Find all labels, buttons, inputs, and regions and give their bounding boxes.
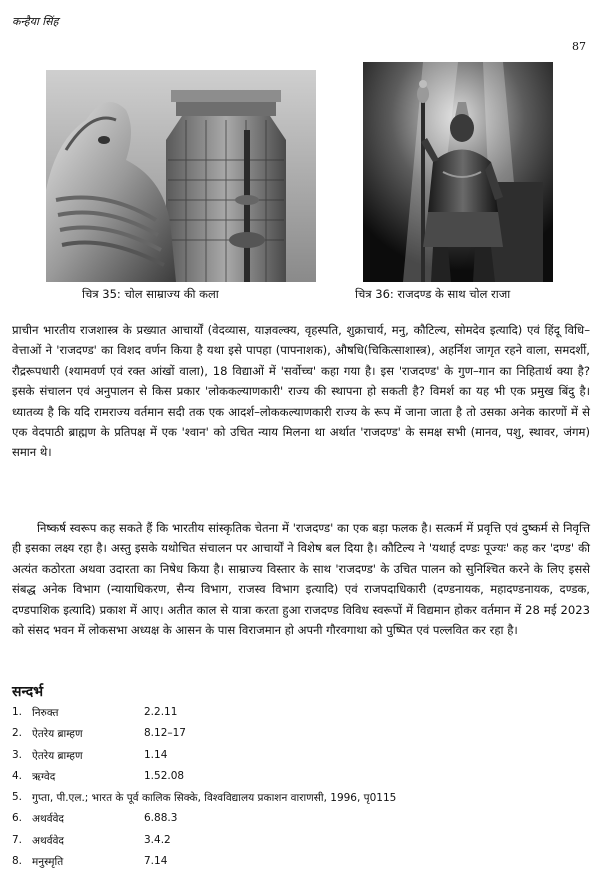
reference-source: अथर्ववेद	[32, 813, 64, 826]
temple-tower	[166, 90, 286, 282]
running-header-author: कन्हैया सिंह	[12, 15, 59, 28]
reference-number: 7.	[12, 833, 23, 846]
reference-number: 2.	[12, 727, 23, 740]
references-list	[12, 706, 592, 876]
reference-location: 8.12–17	[144, 727, 186, 740]
reference-item	[12, 812, 592, 833]
lamp-post	[244, 130, 250, 282]
body-paragraph-1: प्राचीन भारतीय राजशास्त्र के प्रख्यात आचार्यों (वेदव्यास, याज्ञवल्क्य, वृहस्पति, शुक्राचार्य, मनु, कौटिल्य, सोमदेव इत्यादि) एवं हिंदू विधि–वेत्ताओं ने 'राजदण्ड' का विशद वर्णन किया है यथा इसे पापहा (पापनाशक), औषधि(चिकित्साशास्त्र), अहर्निश जागृत रहने वाला, समदर्शी, रौद्ररूपधारी (श्यामवर्ण एवं रक्त आंखों वाला), 18 विद्याओं में 'सर्वोच्च' कहा गया है। इस 'राजदण्ड' के गुण–गान का निहितार्थ क्या है? इसके संचालन एवं अनुपालन से किस प्रकार 'लोककल्याणकारी' राज्य की स्थापना हो सकती है? विमर्श का यह भी एक प्रमुख बिंदु है। ध्यातव्य है कि यदि रामराज्य वर्तमान सदी तक एक आदर्श–लोककल्याणकारी राज्य के रूप में जाना जाता है तो उसका अनेक कारणों में से एक वेदपाठी ब्राह्मण के प्रतिपक्ष में एक 'श्वान' को उचित न्याय मिलना था अर्थात 'राजदण्ड' के समक्ष सभी (मानव, पशु, स्थावर, जंगम) समान थे।	[12, 323, 590, 460]
reference-number: 6.	[12, 812, 23, 825]
reference-item	[12, 727, 592, 748]
reference-source: ऐतरेय ब्राम्हण	[32, 728, 83, 741]
reference-number: 5.	[12, 791, 23, 804]
reference-source: अथर्ववेद	[32, 834, 64, 847]
reference-item	[12, 855, 592, 876]
reference-location: 2.2.11	[144, 706, 178, 718]
reference-source: गुप्ता, पी.एल.; भारत के पूर्व कालिक सिक्के, विश्वविद्यालय प्रकाशन वाराणसी, 1996, पृ0115	[32, 792, 397, 805]
reference-source: निरुक्त	[32, 707, 59, 719]
reference-source: ऐतरेय ब्राम्हण	[32, 749, 83, 762]
reference-item	[12, 749, 592, 770]
reference-location: 3.4.2	[144, 833, 171, 846]
chola-art-photo	[46, 70, 316, 282]
reference-number: 1.	[12, 706, 23, 718]
figure-chola-king	[363, 62, 553, 282]
reference-location: 7.14	[144, 855, 168, 868]
reference-source: ऋग्वेद	[32, 770, 56, 783]
reference-location: 1.14	[144, 748, 168, 761]
reference-item	[12, 834, 592, 855]
reference-item	[12, 770, 592, 791]
reference-number: 3.	[12, 748, 23, 761]
reference-number: 4.	[12, 769, 23, 782]
page-number: 87	[572, 40, 586, 53]
chola-king-photo	[363, 62, 553, 282]
reference-source: मनुस्मृति	[32, 856, 64, 869]
reference-item	[12, 791, 592, 812]
figure-36-caption: चित्र 36: राजदण्ड के साथ चोल राजा	[355, 287, 511, 301]
reference-item	[12, 706, 592, 727]
references-heading: सन्दर्भ	[12, 684, 44, 700]
reference-location: 6.88.3	[144, 812, 178, 825]
reference-location: 1.52.08	[144, 769, 185, 782]
reference-number: 8.	[12, 855, 23, 868]
figure-chola-art	[46, 70, 316, 282]
body-paragraph-2: निष्कर्ष स्वरूप कह सकते हैं कि भारतीय सांस्कृतिक चेतना में 'राजदण्ड' का एक बड़ा फलक है। सत्कर्म में प्रवृत्ति एवं दुष्कर्म से निवृत्ति ही इसका लक्ष्य रहा है। अस्तु इसके यथोचित संचालन पर आचार्यों ने विशेष बल दिया है। कौटिल्य ने 'यथार्ह दण्डः पूज्यः' कह कर 'दण्ड' की अत्यंत कठोरता अथवा उदारता का निषेध किया है। साम्राज्य विस्तार के साथ 'राजदण्ड' के उचित पालन को सुनिश्चित करने के लिए इससे संबद्ध अनेक विभाग (न्यायाधिकरण, सैन्य विभाग, राजस्व विभाग इत्यादि) एवं राजपदाधिकारी (दण्डनायक, महादण्डनायक, दण्डक, दण्डपाशिक इत्यादि) प्रकाश में आए। अतीत काल से यात्रा करता हुआ राजदण्ड विविध स्वरूपों में विद्यमान होकर वर्तमान में 28 मई 2023 को संसद भवन में लोकसभा अध्यक्ष के आसन के पास विराजमान हो अपनी गौरवगाथा को पुष्पित एवं पल्लवित कर रहा है।	[12, 521, 590, 638]
figure-35-caption: चित्र 35: चोल साम्राज्य की कला	[82, 287, 219, 301]
